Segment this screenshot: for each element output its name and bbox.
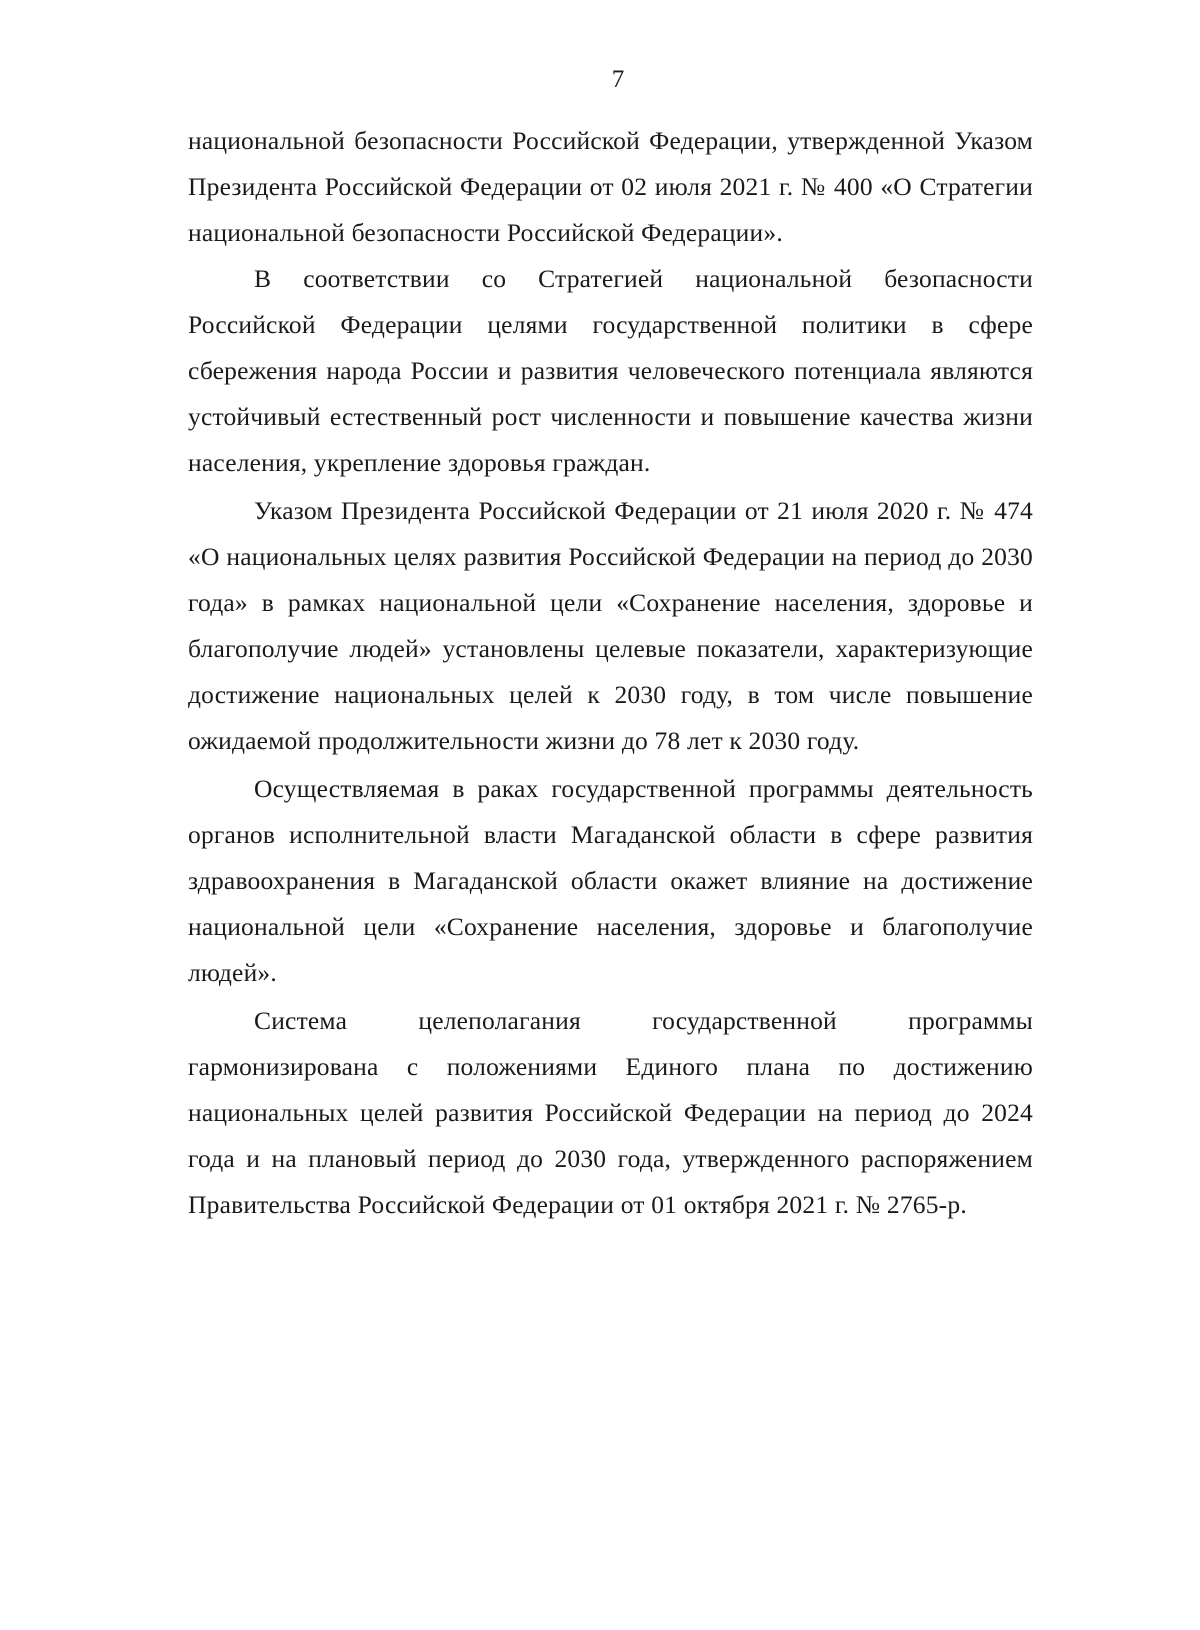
paragraph: Система целеполагания государственной программы гармонизирована с положениями Единого плана по достижению национальных целей развития Российской Федерации на период до 2024 года и на плановый период до 2030 года, утвержденного распоряжением Правительства Российской Федерации от 01 октября 2021 г. № 2765-р. — [188, 1006, 1033, 1219]
paragraph: Указом Президента Российской Федерации от 21 июля 2020 г. № 474 «О национальных целях развития Российской Федерации на период до 2030 года» в рамках национальной цели «Сохранение населения, здоровье и благополучие людей» установлены целевые показатели, характеризующие достижение национальных целей к 2030 году, в том числе повышение ожидаемой продолжительности жизни до 78 лет к 2030 году. — [188, 496, 1033, 755]
page-number: 7 — [611, 66, 625, 93]
document-body — [188, 118, 1033, 1230]
paragraph: В соответствии со Стратегией национальной безопасности Российской Федерации целями государственной политики в сфере сбережения народа России и развития человеческого потенциала являются устойчивый естественный рост численности и повышение качества жизни населения, укрепление здоровья граждан. — [188, 264, 1033, 477]
paragraph: национальной безопасности Российской Федерации, утвержденной Указом Президента Российской Федерации от 02 июля 2021 г. № 400 «О Стратегии национальной безопасности Российской Федерации». — [188, 126, 1033, 247]
paragraph: Осуществляемая в раках государственной программы деятельность органов исполнительной власти Магаданской области в сфере развития здравоохранения в Магаданской области окажет влияние на достижение национальной цели «Сохранение населения, здоровье и благополучие людей». — [188, 774, 1033, 987]
